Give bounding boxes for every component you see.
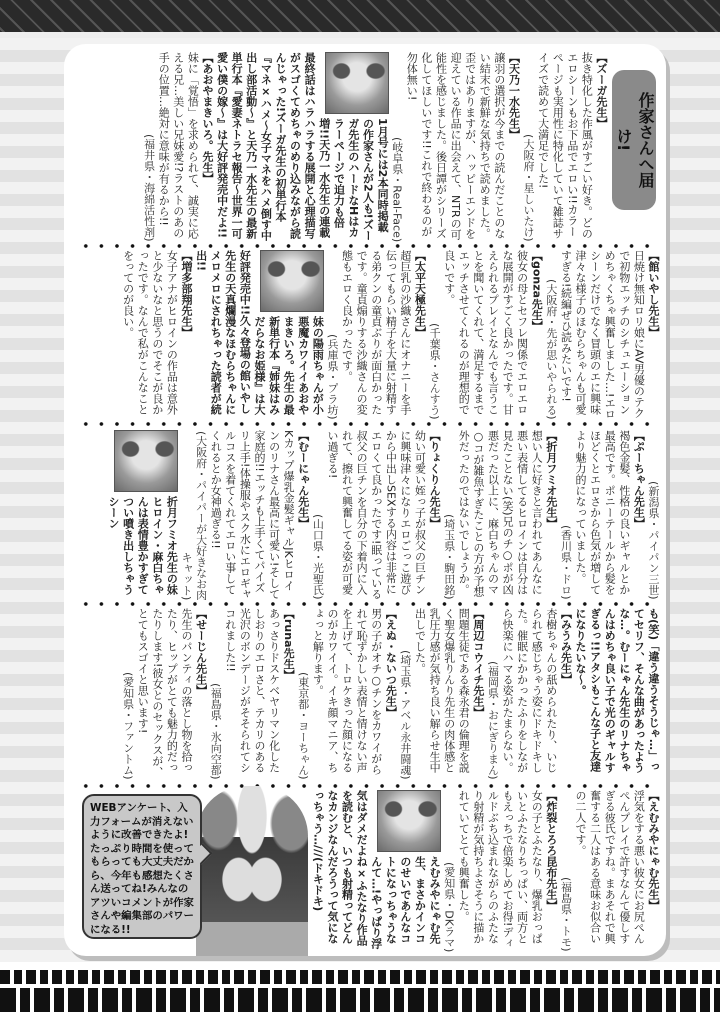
entry-header: 【ぷーちゃん先生】 <box>632 430 646 529</box>
entry-body: 想い人に好きと言われてあんなに悪い表情してるヒロインは自分は見たことない(笑)兄のチ○ポが凶悪だった以上に、麻白ちゃんのマ○コが雑魚すぎたことの方が予想外だったのではないでしょうか。 <box>457 430 544 597</box>
letter-entry <box>141 52 214 242</box>
entry-location: (大阪府・パイパーが大好きなお肉キャット) <box>180 430 208 600</box>
letter-entry <box>178 430 309 600</box>
entry-body: 抜き特化した作風がすごい好き。どのエロシーンもお下品でエロい!!カラーページも実用性に特化していて雑誌サイズで読めて大満足でした! <box>536 52 594 239</box>
character-portrait <box>325 52 389 114</box>
letters-row-4 <box>70 608 660 780</box>
letter-entry <box>427 250 544 420</box>
entry-location: (福島県・氷向空都) <box>209 683 223 780</box>
editor-comment-text: 1月号には2本同時掲載の作家さんが2人も!ズーガ先生のハードなHはカラーページで迫力も倍増!!天乃一水先生の連載最終話はハラハラする展開と心理描写がスゴくてめちゃのめり込みながら読んじゃった!ズーガ先生の初単行本『マネ×ハメ～女子マネをハメ倒す中出し部活動～』と天乃一水先生の最新単行本『愛妻ネトラセ報告～世界一可愛い僕の嫁～』は大好評発売中だよ!! <box>215 52 390 241</box>
editor-comment <box>310 790 441 952</box>
entry-body: 譲羽の選択が今までの読んだことのない結末で新鮮な気持ちで読めました。歪ではありますが、ハッピーエンドを迎えている作品に出会えて、NTRの可能性を感じました。後日譚がシリーズ化してほしいです!!これで終わるのが勿体無い! <box>405 52 506 240</box>
entry-header: 【折月フミオ先生】 <box>544 430 558 529</box>
entry-location: (東京都・ヨーちゃん) <box>296 672 310 780</box>
editor-comment <box>105 430 178 600</box>
entry-location: (大阪府・星しいたけ) <box>522 134 536 242</box>
entry-body: 女子アナがヒロインの作品は意外と少ないなと思うのでそこが良かったです。なんで私がこんなことをってのが良い。 <box>121 250 179 415</box>
entry-header: 【みうみ先生】 <box>559 608 573 685</box>
dotted-divider <box>78 422 654 426</box>
entry-body: 男の子がオチ○チンをカワイがられて恥ずかしい表情と情けない声を上げて、トロケきった顔になるのがカワイイ。イキ顔マニア、ちょっと解ります。 <box>311 608 383 775</box>
character-portrait <box>260 250 324 312</box>
entry-header: 【むーにゃん先生】 <box>296 430 310 529</box>
dotted-divider <box>78 602 654 606</box>
page-title: 作家さんへ届け! <box>612 70 656 210</box>
character-portrait <box>114 430 178 492</box>
entry-body: 褐色金髪、性格の良いギャルとか最高です。ポニーテールから髪をほどくとエロさから色気が増してより魅力的になっていました。 <box>574 430 631 595</box>
entry-header: 【りょくりん先生】 <box>428 430 442 529</box>
entry-header: 【あおやまきいろ。先生】 <box>200 52 214 184</box>
letter-entry <box>543 250 660 420</box>
letters-row-5 <box>310 790 660 952</box>
entry-location: (愛知県・ファントム) <box>121 672 135 780</box>
entry-body: 幼い可愛い姪っ子が叔父の巨チンに興味津々になりエロごっこ遊びから中出しSEXする内容は非常にエロくて良かったです!眠っている叔父の巨チンを自分の下着内に入れて、擦れて興奮してる姿が可愛い過ぎる! <box>325 430 427 600</box>
entry-location: (千葉県・さんすう) <box>428 323 442 420</box>
letter-entry <box>441 790 558 952</box>
speech-bubble: WEBアンケート、入力フォームが消えないように改善できたよ!たっぷり時間を使ってもらっても大丈夫だから、今年も感想たくさん送ってね!みんなのアツいコメントが作家さんや編集部のパワーになる!! <box>82 794 202 939</box>
entry-body: 杏樹ちゃんの舐められたり、いじられて感じちゃう姿にドキドキした。催眠にかかったふりをしながら快楽にハマる姿がたまらない。 <box>501 608 558 773</box>
entry-location: (埼玉県・駒田銘) <box>442 514 456 600</box>
letter-entry <box>485 608 573 780</box>
entry-body: Kカップ爆乳金髪ギャルJKヒロインのリナさん最高に可愛い!そして家庭的!!エッチも上手くてパイズリ上手!体操服やスク水にエロギャルコスを着てくれてエロい事してくれるとか女神過ぎる!! <box>209 430 296 600</box>
editor-comment-text: 折月フミオ先生の妹ヒロイン・麻白ちゃんは表情豊かすぎてつい噴き出しちゃうシーン <box>107 496 179 595</box>
entry-body: 妹に「覚悟」を求められて、誠実に応える兄…美しい兄妹愛!?ラストのあの手の位置…絶対に意味が有るから!! <box>157 52 200 239</box>
entry-header: 【runa先生】 <box>282 608 296 681</box>
bottom-decorative-band <box>0 962 720 1017</box>
entry-header: 【周辺コウイチ先生】 <box>471 608 485 718</box>
character-portrait <box>377 790 441 852</box>
letters-row-1 <box>70 52 660 242</box>
editor-comment-text: えむみやにゃむ先生、まさかインコのせいであんなコトになっちゃうなんて…!やっぱり浮気はダメだよね×ふたなり作品を読むと、いつも射精ってどんなカンジなんだろうって気になっちゃう…///(ドキドキ) <box>311 790 442 950</box>
entry-location: (兵庫県・プラ坊) <box>325 334 339 420</box>
entry-body: 女の子とふたなり、爆乳おっぱいとふたなりちっぱい、両方ともえっちで倍楽しめてお得!ディルドぶち込まれながらのふたなり射精が気持ちよさそうに描かれていてとても興奮した。 <box>457 790 544 949</box>
entry-body: 彼女の母とセフレ関係でエロエロな展開がすごく良かったです。甘えられるプレイとなんでも言うことを聞いてくれて、満足するまでエッチさせてくれるのが理想的で良いです。 <box>442 250 529 415</box>
entry-header: 【館いやし先生】 <box>647 250 660 338</box>
editor-comment <box>214 52 389 242</box>
top-decorative-band <box>0 0 720 38</box>
letters-row-2 <box>70 250 660 420</box>
entry-header: 【太平天極先生】 <box>413 250 427 338</box>
entry-body: あっさりドスケベヤリマン化したしおりのエロさと、テカリのある光沢のボンデージがそそられてシコれました!! <box>223 608 281 773</box>
letter-entry <box>120 250 193 420</box>
entry-body: 日焼け無知ロリ娘にAV男優のテクで初物エッチのシチュエーションめちゃくちゃ興奮しました…!エロシーンだけでなく冒頭のエに興味津々な様子のほむらちゃんも可愛すぎる!続編ぜひ読みたいです! <box>559 250 646 420</box>
entry-location: (愛知県・DKラマ) <box>442 861 456 952</box>
entry-header: 【増多部翔先生】 <box>180 250 193 338</box>
letter-entry <box>295 608 397 780</box>
letter-entry <box>389 52 520 242</box>
entry-body: 問題生徒である森永君の倫理を説く聖女爆乳りんり先生の肉体感と乳圧力感が気持ち良い解らせ生中出しでした。 <box>413 608 471 773</box>
entry-header: 【炸裂とろろ昆布先生】 <box>544 790 558 911</box>
letter-entry <box>397 608 485 780</box>
letter-entry <box>120 608 208 780</box>
entry-header: 【gonza先生】 <box>530 250 544 332</box>
entry-header: 【せーじん先生】 <box>194 608 208 696</box>
entry-header: 【えむみやにゃむ先生】 <box>647 790 660 911</box>
entry-location: (新潟県・パイパン三世) <box>647 481 660 600</box>
letter-entry <box>441 430 558 600</box>
letter-entry <box>558 430 646 600</box>
letters-row-3 <box>70 430 660 600</box>
letters-card <box>64 44 666 956</box>
letter-entry <box>208 608 296 780</box>
entry-location: (埼玉県・アベル永井闘魂) <box>398 650 412 780</box>
entry-body: 浮気をする悪い彼女にお尻ぺんぺんプレイで許すなんて優しすぎる彼氏ですね。まあそれで興奮する二人はある意味お似合いの二人です。 <box>574 790 646 944</box>
editor-comment-continued: も(笑)「違う違うそうじゃ…」ってセリフ、そんな曲があったような…。むーにゃん先生のリナちゃんはめちゃ良い子で光のギャルすぎるっ!!アタシもこんな子と友達になりたいな～。 <box>574 608 660 773</box>
editor-comment <box>193 250 324 420</box>
dotted-divider <box>78 784 654 788</box>
entry-location: (福岡県・おにぎりまん) <box>486 661 500 780</box>
entry-body: 超巨乳の沙織さんにオナニーを手伝ってもらい精子を大量に射精する弟クンの童貞ぶりが面白かったです。童貞煽りする沙織さんの変態もエロく良かったです。 <box>340 250 412 415</box>
letter-entry <box>520 52 608 242</box>
entry-location: (岐阜県・Real-Face) <box>390 136 404 242</box>
letter-entry <box>558 790 660 952</box>
entry-header: 【天乃一水先生】 <box>507 52 521 140</box>
entry-location: (大阪府・先が思いやられる) <box>544 279 558 420</box>
entry-header: 【えぬ・ないつ先生】 <box>384 608 398 718</box>
letter-entry <box>324 250 426 420</box>
dotted-divider <box>78 244 654 248</box>
entry-header: 【ズーガ先生】 <box>595 52 608 129</box>
editor-comment-text: 妹の陽雨ちゃんが小悪魔カワイイあおやまきいろ。先生の最新単行本『姉妹はみだらなお姫様』は大好評発売中!!久々登場の館いやし先生の天真爛漫なほむらちゃんにメロメロにされちゃった読者が続出!! <box>194 250 325 415</box>
entry-location: (福井県・海綿活性剤) <box>142 134 156 242</box>
entry-body: 先生のパンティの落とし物を拾ったり、ヒップがとても魅力的だったりします!彼女とのセックスが、とてもスゴイと思います! <box>136 608 193 778</box>
mascot-illustration <box>196 786 308 956</box>
entry-location: (山口県・光聖氏) <box>311 514 325 600</box>
entry-location: (福島県・トモ) <box>559 877 573 952</box>
entry-location: (香川県・ドロ) <box>559 525 573 600</box>
letter-entry <box>310 430 441 600</box>
